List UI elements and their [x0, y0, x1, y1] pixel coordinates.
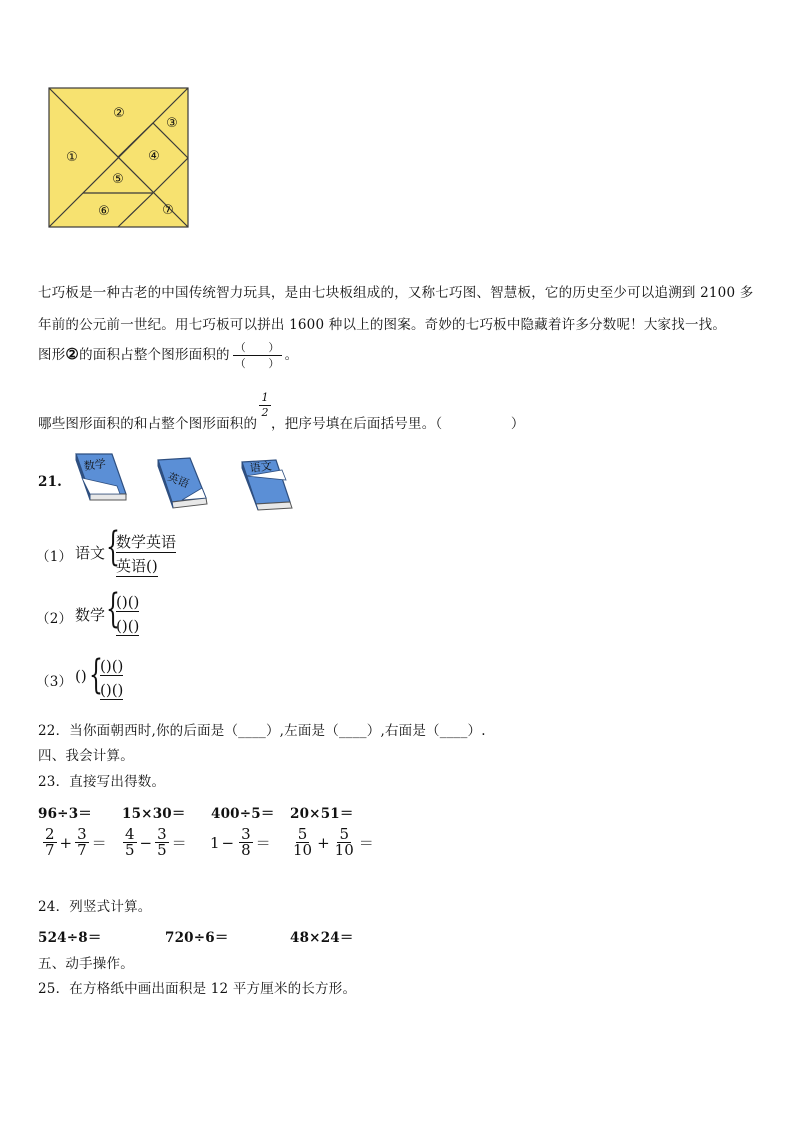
q21-item2-top: ()() — [116, 593, 140, 611]
q20-para-line2: 年前的公元前一世纪。用七巧板可以拼出 1600 种以上的图案。奇妙的七巧板中隐藏着许多分数呢！大家找一找。 — [38, 317, 727, 333]
q23-r2i2-eq: ＝ — [171, 834, 187, 852]
q23-r2i1-eq: ＝ — [91, 834, 107, 852]
q23-row2-item2 — [120, 827, 187, 858]
q23-row1-item1: 96÷3＝ — [38, 806, 92, 822]
q23-r2i2-b: $\frac{3}{5}$ — [157, 825, 167, 859]
q23-row1-item4: 20×51＝ — [290, 806, 354, 822]
q20-half-den: 2 — [261, 406, 269, 419]
q20-q1-fraction — [233, 340, 282, 371]
q21-item1-head: 语文 — [75, 544, 106, 562]
tangram-label-1: ① — [66, 150, 78, 165]
q21-item2-prefix: （2） — [36, 611, 73, 627]
q21-item1-bottom: 英语() — [116, 557, 158, 575]
q21-item3-bottom: ()() — [100, 681, 124, 699]
q21-item2-head: 数学 — [75, 606, 106, 624]
tangram-label-6: ⑥ — [98, 204, 110, 219]
q23-r2i1-b: $\frac{3}{7}$ — [77, 825, 87, 859]
q21-item2-brace: { — [106, 586, 120, 632]
q23-r2i3-lead: 1 — [210, 833, 220, 852]
q23-row2-item4 — [288, 827, 374, 858]
q20-q1-end: 。 — [284, 347, 299, 363]
q20-q1-circled: ② — [65, 345, 80, 363]
q23-r2i1-a: $\frac{2}{7}$ — [45, 825, 55, 859]
q21-item3-top: ()() — [100, 657, 124, 675]
q21-item3-brace: { — [89, 652, 103, 698]
tangram-label-2: ② — [113, 106, 125, 121]
q20-q1-prefix: 图形 — [38, 347, 66, 363]
q24-title: 24．列竖式计算。 — [38, 899, 152, 915]
book-math-label: 数学 — [83, 457, 107, 474]
q23-r2i1-op: + — [59, 833, 73, 852]
q23-r2i4-op: + — [317, 833, 330, 852]
q25-text: 25．在方格纸中画出面积是 12 平方厘米的长方形。 — [38, 981, 357, 997]
q23-r2i4-a: $\frac{5}{10}$ — [293, 825, 313, 859]
q23-row1-item2: 15×30＝ — [122, 806, 186, 822]
book-chinese — [238, 458, 300, 514]
q20-para-line1: 七巧板是一种古老的中国传统智力玩具，是由七块板组成的，又称七巧图、智慧板，它的历史至少可以追溯到 2100 多 — [38, 285, 754, 301]
q23-title: 23．直接写出得数。 — [38, 774, 166, 790]
q21-item3-head: () — [75, 667, 87, 685]
q20-question-1 — [38, 340, 298, 371]
tangram-figure — [48, 87, 190, 229]
q20-q1-mid: 的面积占整个图形面积的 — [79, 347, 230, 363]
q23-row2-item1 — [40, 827, 107, 858]
q23-row1-item3: 400÷5＝ — [211, 806, 275, 822]
q23-r2i4-b: $\frac{5}{10}$ — [334, 825, 354, 859]
section4-title: 四、我会计算。 — [38, 748, 134, 764]
q20-q2-suffix: ，把序号填在后面括号里。（ ） — [271, 416, 525, 432]
q21-item1-top: 数学英语 — [116, 533, 177, 551]
q23-r2i4-eq: ＝ — [358, 834, 374, 852]
book-chinese-label: 语文 — [249, 459, 273, 475]
q20-q1-frac-den: （ ） — [234, 357, 280, 370]
tangram-label-4: ④ — [148, 149, 160, 164]
q20-question-2 — [38, 412, 257, 432]
q21-item1-brace: { — [106, 524, 120, 570]
q23-r2i3-b: $\frac{3}{8}$ — [241, 825, 251, 859]
q23-row2-item3 — [210, 827, 271, 858]
q23-r2i2-a: $\frac{4}{5}$ — [125, 825, 135, 859]
q21-item1-prefix: （1） — [36, 549, 73, 565]
section5-title: 五、动手操作。 — [38, 956, 134, 972]
q21-item2-bottom: ()() — [116, 617, 140, 635]
tangram-label-7: ⑦ — [162, 203, 174, 218]
tangram-label-5: ⑤ — [112, 172, 124, 187]
q23-r2i2-op: − — [139, 833, 153, 852]
q21-number: 21. — [38, 474, 63, 490]
q24-item2: 720÷6＝ — [165, 930, 229, 946]
q21-item3-prefix: （3） — [36, 674, 73, 690]
q20-q2-prefix: 哪些图形面积的和占整个图形面积的 — [38, 416, 258, 432]
q22-text: 22．当你面朝西时,你的后面是（____）,左面是（____）,右面是（____）. — [38, 723, 486, 739]
q24-item3: 48×24＝ — [290, 930, 354, 946]
q23-r2i3-op: − — [221, 833, 235, 852]
book-english — [152, 456, 210, 512]
tangram-label-3: ③ — [166, 116, 178, 131]
q20-q1-frac-num: （ ） — [234, 341, 280, 354]
book-english-label: 英语 — [165, 470, 191, 491]
q23-r2i3-eq: ＝ — [255, 834, 271, 852]
q20-half-num: 1 — [259, 391, 271, 406]
q20-half-fraction — [259, 391, 271, 420]
book-math — [72, 452, 130, 508]
q24-item1: 524÷8＝ — [38, 930, 102, 946]
